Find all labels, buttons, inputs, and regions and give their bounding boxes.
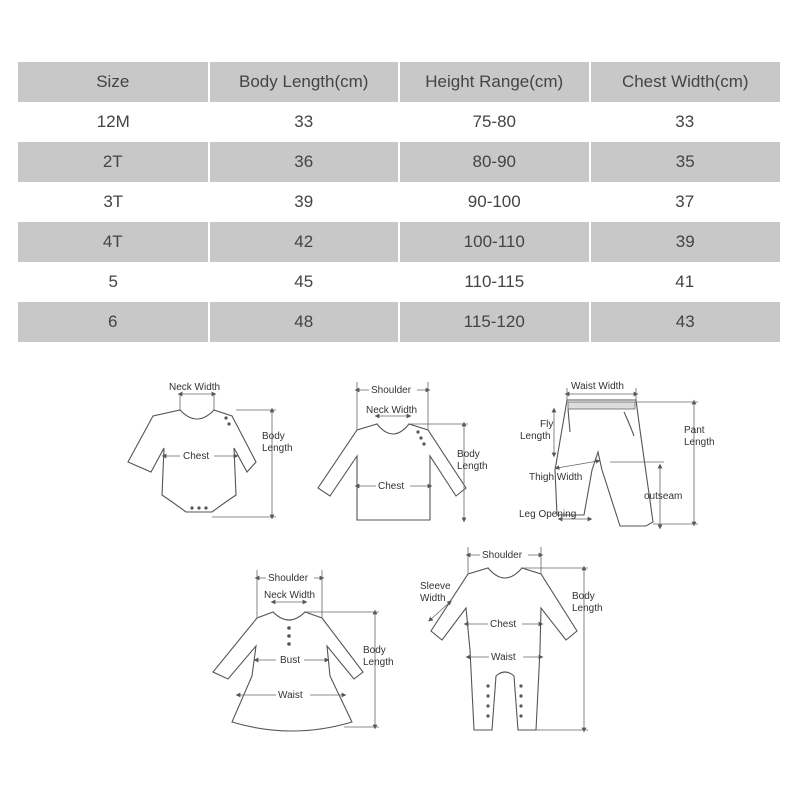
chest-label: Chest <box>490 619 517 630</box>
header-height-range: Height Range(cm) <box>399 62 590 102</box>
cell-size: 6 <box>18 302 209 342</box>
table-row <box>18 262 780 302</box>
body-label: Body <box>572 591 595 602</box>
waist-label: Waist <box>278 690 303 701</box>
neck-width-label: Neck Width <box>264 590 316 601</box>
fly-length-label: Length <box>520 431 551 442</box>
cell-size: 12M <box>18 102 209 142</box>
table-row <box>18 182 780 222</box>
bust-label: Bust <box>280 655 301 666</box>
cell-height-range: 100-110 <box>399 222 590 262</box>
cell-body-length: 36 <box>209 142 400 182</box>
cell-height-range: 110-115 <box>399 262 590 302</box>
pants-diagram <box>519 381 715 527</box>
cell-size: 5 <box>18 262 209 302</box>
body-label: Body <box>363 645 386 656</box>
cell-body-length: 39 <box>209 182 400 222</box>
cell-size: 2T <box>18 142 209 182</box>
outseam-label: outseam <box>644 491 683 502</box>
cell-chest-width: 39 <box>590 222 781 262</box>
cell-chest-width: 41 <box>590 262 781 302</box>
shirt-diagram <box>318 382 488 520</box>
fly-label: Fly <box>540 419 554 430</box>
table-row <box>18 102 780 142</box>
cell-chest-width: 33 <box>590 102 781 142</box>
chest-label: Chest <box>183 451 210 462</box>
pant-label: Pant <box>684 425 705 436</box>
length-label: Length <box>363 657 394 668</box>
length-label: Length <box>457 461 488 472</box>
body-label: Body <box>262 431 285 442</box>
leg-opening-label: Leg Opening <box>519 509 577 520</box>
length-label: Length <box>572 603 603 614</box>
sleeve-label: Sleeve <box>420 581 451 592</box>
neck-width-label: Neck Width <box>366 405 418 416</box>
body-label: Body <box>457 449 480 460</box>
cell-body-length: 45 <box>209 262 400 302</box>
cell-chest-width: 35 <box>590 142 781 182</box>
cell-height-range: 90-100 <box>399 182 590 222</box>
pant-length-label: Length <box>684 437 715 448</box>
dress-diagram <box>213 570 394 731</box>
table-header-row <box>18 62 780 102</box>
cell-height-range: 80-90 <box>399 142 590 182</box>
cell-body-length: 33 <box>209 102 400 142</box>
length-label: Length <box>262 443 293 454</box>
cell-size: 3T <box>18 182 209 222</box>
shoulder-label: Shoulder <box>268 573 309 584</box>
chest-label: Chest <box>378 481 405 492</box>
waist-width-label: Waist Width <box>571 381 624 392</box>
shirt-outline <box>318 424 466 520</box>
cell-height-range: 75-80 <box>399 102 590 142</box>
shoulder-label: Shoulder <box>371 385 412 396</box>
size-chart-table <box>18 62 780 342</box>
header-body-length: Body Length(cm) <box>209 62 400 102</box>
cell-height-range: 115-120 <box>399 302 590 342</box>
neck-width-label: Neck Width <box>169 382 221 393</box>
romper-diagram <box>420 547 603 730</box>
header-size: Size <box>18 62 209 102</box>
bodysuit-diagram <box>128 382 293 517</box>
sleeve-width-label: Width <box>420 593 446 604</box>
romper-outline <box>431 568 577 730</box>
shoulder-label: Shoulder <box>482 550 523 561</box>
table-row <box>18 302 780 342</box>
cell-body-length: 48 <box>209 302 400 342</box>
header-chest-width: Chest Width(cm) <box>590 62 781 102</box>
cell-chest-width: 43 <box>590 302 781 342</box>
cell-size: 4T <box>18 222 209 262</box>
cell-chest-width: 37 <box>590 182 781 222</box>
waist-label: Waist <box>491 652 516 663</box>
measurement-diagrams <box>0 360 800 780</box>
table-row <box>18 222 780 262</box>
pants-outline <box>555 400 653 526</box>
table-row <box>18 142 780 182</box>
thigh-width-label: Thigh Width <box>529 472 583 483</box>
cell-body-length: 42 <box>209 222 400 262</box>
dress-outline <box>213 612 363 731</box>
